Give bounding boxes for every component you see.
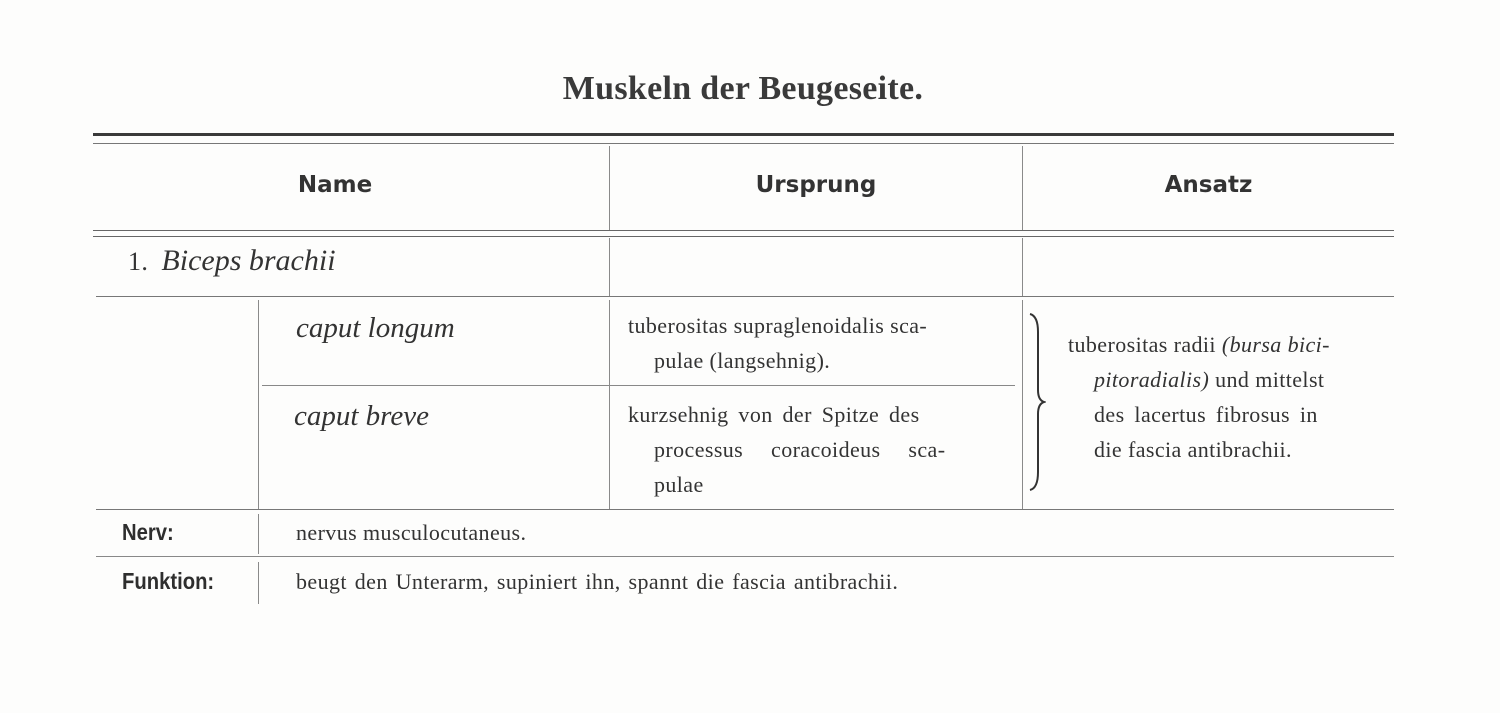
muscle-number: 1. xyxy=(128,247,149,276)
page-title: Muskeln der Beugeseite. xyxy=(562,70,924,107)
header-bottom-rule-1 xyxy=(93,230,1394,231)
nerv-label-divider xyxy=(258,514,259,554)
top-thick-rule xyxy=(93,133,1394,136)
ansatz-line2-italic: pitoradialis) xyxy=(1094,367,1210,392)
column-divider-name-heads xyxy=(609,300,610,509)
column-divider-ursprung-row1 xyxy=(1022,238,1023,296)
ansatz-line2-plain: und mittelst xyxy=(1209,367,1325,392)
nerv-value: nervus musculocutaneus. xyxy=(296,520,527,545)
ursprung-longum-line2: pulae (langsehnig). xyxy=(654,348,831,373)
header-ursprung: Ursprung xyxy=(755,172,877,198)
subcolumn-divider xyxy=(258,300,259,509)
ursprung-breve-line2: processus coracoideus sca- xyxy=(654,437,946,462)
ursprung-breve xyxy=(628,397,1008,502)
head-separator-rule xyxy=(262,385,1015,386)
ansatz-line1 xyxy=(1068,327,1398,362)
header-ansatz: Ansatz xyxy=(1164,172,1253,198)
muscle-name-cell xyxy=(128,244,336,279)
ansatz-line2 xyxy=(1068,362,1398,397)
muscle-row-bottom-rule xyxy=(96,296,1394,297)
header-bottom-rule-2 xyxy=(93,236,1394,237)
ansatz-line1-italic: (bursa bici- xyxy=(1221,332,1330,357)
header-name: Name xyxy=(297,172,373,198)
ursprung-longum xyxy=(628,308,1008,378)
curly-brace-icon xyxy=(1026,312,1046,492)
funktion-value: beugt den Unterarm, supiniert ihn, spannt die fascia antibrachii. xyxy=(296,569,899,594)
head-name-longum: caput longum xyxy=(296,312,455,344)
ursprung-breve-line1: kurzsehnig von der Spitze des xyxy=(628,402,920,427)
heads-bottom-rule xyxy=(96,509,1394,510)
ursprung-breve-line3: pulae xyxy=(654,472,704,497)
nerv-bottom-rule xyxy=(96,556,1394,557)
top-thin-rule xyxy=(93,143,1394,144)
nerv-label: Nerv: xyxy=(122,519,174,545)
funktion-label-divider xyxy=(258,562,259,604)
ansatz-line3: des lacertus fibrosus in xyxy=(1094,402,1318,427)
column-divider-name-row1 xyxy=(609,238,610,296)
ansatz-line4: die fascia antibrachii. xyxy=(1094,437,1292,462)
head-name-breve: caput breve xyxy=(294,400,430,432)
ansatz-cell xyxy=(1068,327,1398,467)
funktion-label: Funktion: xyxy=(122,568,215,594)
ansatz-line1-plain: tuberositas radii xyxy=(1068,332,1222,357)
muscle-name: Biceps brachii xyxy=(161,244,336,277)
column-divider-ursprung-heads xyxy=(1022,300,1023,509)
ursprung-longum-line1: tuberositas supraglenoidalis sca- xyxy=(628,313,928,338)
